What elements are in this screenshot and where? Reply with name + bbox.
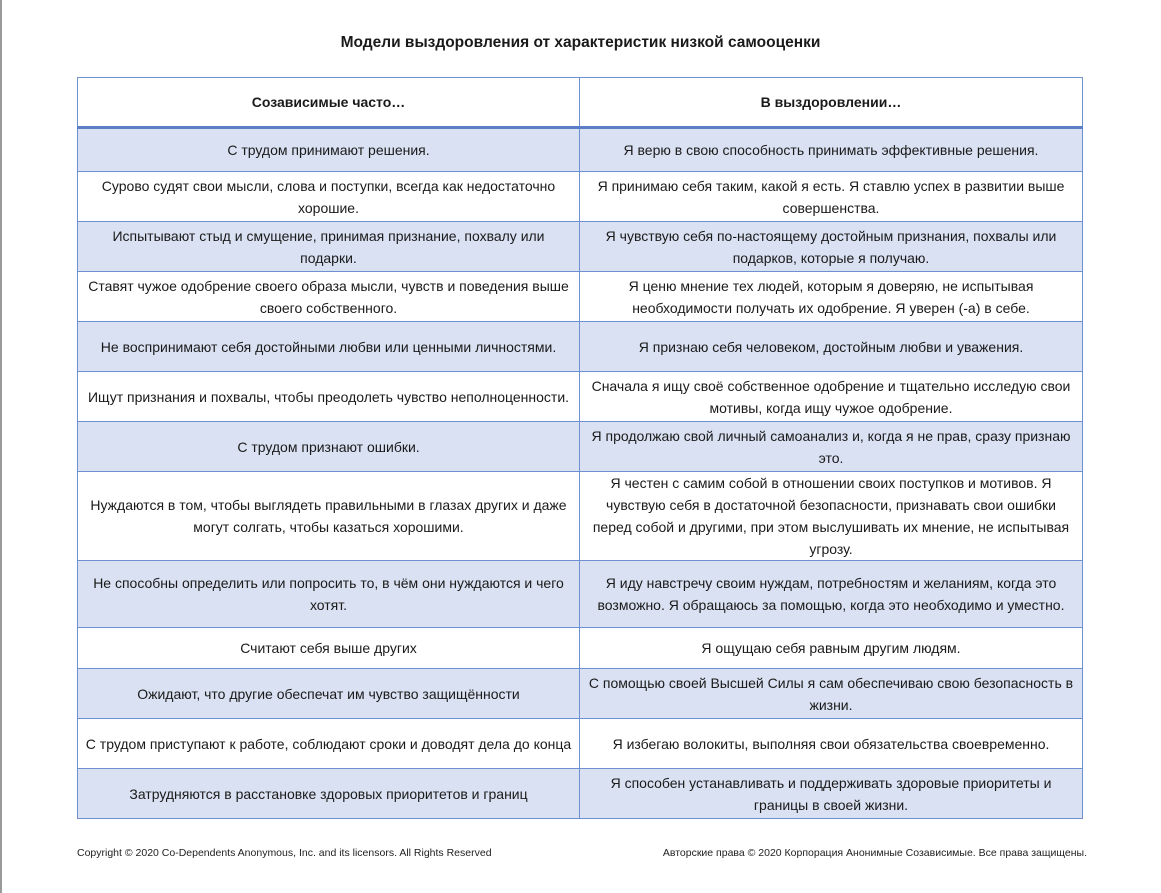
table-row [78,128,1083,172]
pattern-cell: Сурово судят свои мысли, слова и поступки, всегда как недостаточно хорошие. [78,172,580,222]
recovery-cell: Я ценю мнение тех людей, которым я доверяю, не испытывая необходимости получать их одобрение. Я уверен (-а) в себе. [580,272,1083,322]
header-codependents: Созависимые часто… [78,78,580,128]
pattern-cell: С трудом приступают к работе, соблюдают сроки и доводят дела до конца [78,719,580,769]
recovery-cell: Сначала я ищу своё собственное одобрение и тщательно исследую свои мотивы, когда ищу чужое одобрение. [580,372,1083,422]
pattern-cell: Ищут признания и похвалы, чтобы преодолеть чувство неполноценности. [78,372,580,422]
table-row [78,628,1083,669]
pattern-cell: Нуждаются в том, чтобы выглядеть правильными в глазах других и даже могут солгать, чтобы казаться хорошими. [78,472,580,561]
pattern-cell: С трудом принимают решения. [78,128,580,172]
table-row [78,172,1083,222]
recovery-cell: Я принимаю себя таким, какой я есть. Я ставлю успех в развитии выше совершенства. [580,172,1083,222]
recovery-cell: Я чувствую себя по-настоящему достойным признания, похвалы или подарков, которые я получаю. [580,222,1083,272]
table-row [78,719,1083,769]
footer-copyright-en: Copyright © 2020 Co-Dependents Anonymous, Inc. and its licensors. All Rights Reserved [77,847,492,859]
recovery-cell: Я избегаю волокиты, выполняя свои обязательства своевременно. [580,719,1083,769]
table-row [78,222,1083,272]
table-header-row [78,78,1083,128]
recovery-cell: Я верю в свою способность принимать эффективные решения. [580,128,1083,172]
recovery-cell: Я ощущаю себя равным другим людям. [580,628,1083,669]
table-row [78,272,1083,322]
recovery-cell: Я способен устанавливать и поддерживать здоровые приоритеты и границы в своей жизни. [580,769,1083,819]
pattern-cell: Не способны определить или попросить то, в чём они нуждаются и чего хотят. [78,561,580,628]
footer-copyright-ru: Авторские права © 2020 Корпорация Анонимные Созависимые. Все права защищены. [662,847,1087,859]
pattern-cell: Не воспринимают себя достойными любви или ценными личностями. [78,322,580,372]
pattern-cell: Считают себя выше других [78,628,580,669]
pattern-cell: Испытывают стыд и смущение, принимая признание, похвалу или подарки. [78,222,580,272]
recovery-cell: Я признаю себя человеком, достойным любви и уважения. [580,322,1083,372]
recovery-cell: С помощью своей Высшей Силы я сам обеспечиваю свою безопасность в жизни. [580,669,1083,719]
table-row [78,769,1083,819]
table-row [78,669,1083,719]
pattern-cell: Затрудняются в расстановке здоровых приоритетов и границ [78,769,580,819]
header-recovery: В выздоровлении… [580,78,1083,128]
table-row [78,322,1083,372]
recovery-cell: Я иду навстречу своим нуждам, потребностям и желаниям, когда это возможно. Я обращаюсь за помощью, когда это необходимо и уместно. [580,561,1083,628]
pattern-cell: Ожидают, что другие обеспечат им чувство защищённости [78,669,580,719]
pattern-cell: Ставят чужое одобрение своего образа мысли, чувств и поведения выше своего собственного. [78,272,580,322]
page-left-edge [0,0,2,893]
table-row [78,561,1083,628]
page-title: Модели выздоровления от характеристик низкой самооценки [340,34,821,51]
pattern-cell: С трудом признают ошибки. [78,422,580,472]
table-row [78,472,1083,561]
recovery-cell: Я продолжаю свой личный самоанализ и, когда я не прав, сразу признаю это. [580,422,1083,472]
recovery-patterns-table [77,77,1083,819]
recovery-cell: Я честен с самим собой в отношении своих поступков и мотивов. Я чувствую себя в достаточной безопасности, признавать свои ошибки перед собой и другими, при этом выслушивать их мнение, не испытывая угрозу. [580,472,1083,561]
table-row [78,422,1083,472]
table-row [78,372,1083,422]
